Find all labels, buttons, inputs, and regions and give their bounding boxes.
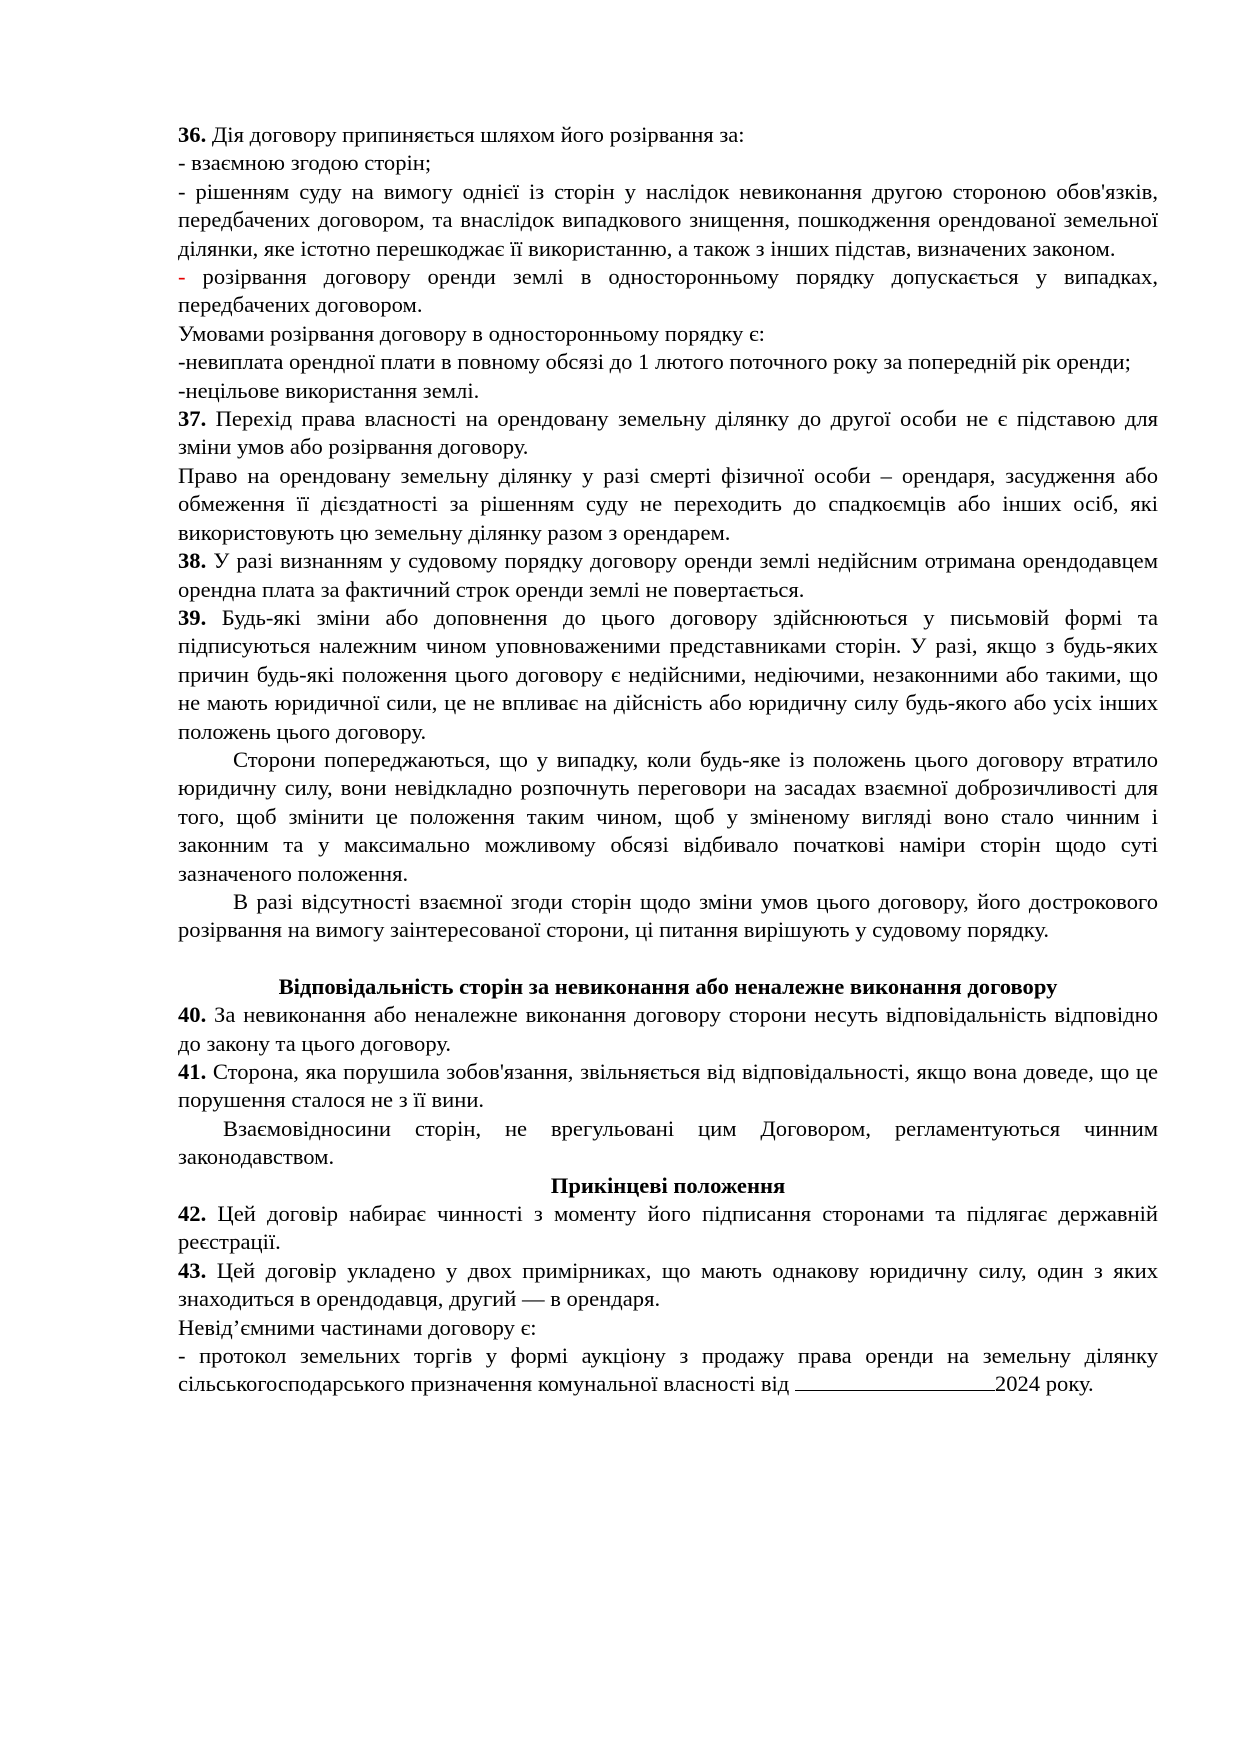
paragraph-text: Будь-які зміни або доповнення до цього договору здійснюються у письмовій формі та підписуються належним чином уповноваженими представниками сторін. У разі, якщо з будь-яких причин будь-які положення цього договору є недійсними, недіючими, незаконними або такими, що не мають юридичної сили, це не впливає на дійсність або юридичну силу будь-якого або усіх інших положень цього договору. [178,604,1158,744]
paragraph [178,1257,1158,1314]
paragraph-text: Невід’ємними частинами договору є: [178,1314,537,1340]
paragraph-text: За невиконання або неналежне виконання договору сторони несуть відповідальність відповідно до закону та цього договору. [178,1002,1158,1056]
paragraph [178,348,1158,376]
paragraph-text: - протокол земельних торгів у формі аукціону з продажу права оренди на земельну ділянку сільськогосподарського призначення комунальної власності від [178,1343,1158,1397]
document-page [178,121,1158,1399]
paragraph-text: Дія договору припиняється шляхом його розірвання за: [206,122,745,147]
clause-number: 39. [178,604,207,630]
clause-number: 41. [178,1059,207,1084]
paragraph [178,1115,1158,1172]
clause-number: 42. [178,1201,207,1227]
paragraph-text: У разі визнанням у судовому порядку договору оренди землі недійсним отримана орендодавцем орендна плата за фактичний строк оренди землі не повертається. [178,548,1158,602]
paragraph-text: Сторона, яка порушила зобов'язання, звільняється від відповідальності, якщо вона доведе, що це порушення сталося не з її вини. [178,1059,1158,1113]
paragraph-text: -невиплата орендної плати в повному обсязі до 1 лютого поточного року за попередній рік оренди; [178,349,1131,375]
paragraph [178,405,1158,462]
paragraph-text: розірвання договору оренди землі в односторонньому порядку допускається у випадках, передбачених договором. [178,264,1158,318]
paragraph [178,263,1158,320]
paragraph-text: Взаємовідносини сторін, не врегульовані цим Договором, регламентуються чинним законодавством. [178,1115,1158,1170]
paragraph-text: Перехід права власності на орендовану земельну ділянку до другої особи не є підставою для зміни умов або розірвання договору. [178,406,1158,460]
paragraph [178,888,1158,945]
paragraph [178,462,1158,547]
paragraph-text: Цей договір укладено у двох примірниках, що мають однакову юридичну силу, один з яких знаходиться в орендодавця, другий — в орендаря. [178,1257,1158,1312]
paragraph-text: -нецільове використання землі. [178,377,480,403]
paragraph [178,178,1158,263]
paragraph-text: Цей договір набирає чинності з моменту його підписання сторонами та підлягає державній реєстрації. [178,1201,1158,1255]
section-heading: Прикінцеві положення [550,1172,786,1198]
clause-number: 36. [178,122,207,147]
paragraph [178,149,1158,177]
paragraph [178,604,1158,746]
paragraph [178,121,1158,149]
paragraph [178,1058,1158,1115]
paragraph [178,1314,1158,1342]
paragraph [178,1200,1158,1257]
clause-number: 37. [178,406,207,432]
paragraph [178,1342,1158,1399]
paragraph-text: Сторони попереджаються, що у випадку, коли будь-яке із положень цього договору втратило юридичну силу, вони невідкладно розпочнуть переговори на засадах взаємної доброзичливості для того, щоб змінити це положення таким чином, щоб у зміненому вигляді воно стало чинним і законним та у максимально можливому обсязі відбивало початкові наміри сторін щодо суті зазначеного положення. [178,746,1158,886]
date-blank-line [795,1372,995,1391]
paragraph [178,746,1158,888]
clause-number: 43. [178,1257,207,1283]
paragraph [178,1001,1158,1058]
paragraph-text: - рішенням суду на вимогу однієї із сторін у наслідок невиконання другою стороною обов'язків, передбачених договором, та внаслідок випадкового знищення, пошкодження орендованої земельної ділянки, яке істотно перешкоджає її використанню, а також з інших підстав, визначених законом. [178,178,1158,261]
clause-number: 38. [178,548,207,574]
spacer [178,945,1158,973]
paragraph [178,377,1158,405]
paragraph [178,547,1158,604]
paragraph-text: Право на орендовану земельну ділянку у разі смерті фізичної особи – орендаря, засудження або обмеження її дієздатності за рішенням суду не переходить до спадкоємців або інших осіб, які використовують цю земельну ділянку разом з орендарем. [178,462,1158,545]
clause-number: 40. [178,1002,207,1028]
red-dash: - [178,264,186,290]
paragraph [178,320,1158,348]
paragraph-text: Умовами розірвання договору в односторонньому порядку є: [178,320,765,346]
section-heading: Відповідальність сторін за невиконання або неналежне виконання договору [278,973,1058,999]
paragraph-text: - взаємною згодою сторін; [178,150,432,176]
paragraph-text-end: 2024 року. [994,1371,1094,1397]
paragraph-text: В разі відсутності взаємної згоди сторін щодо зміни умов цього договору, його дострокового розірвання на вимогу заінтересованої сторони, ці питання вирішують у судовому порядку. [178,888,1158,943]
